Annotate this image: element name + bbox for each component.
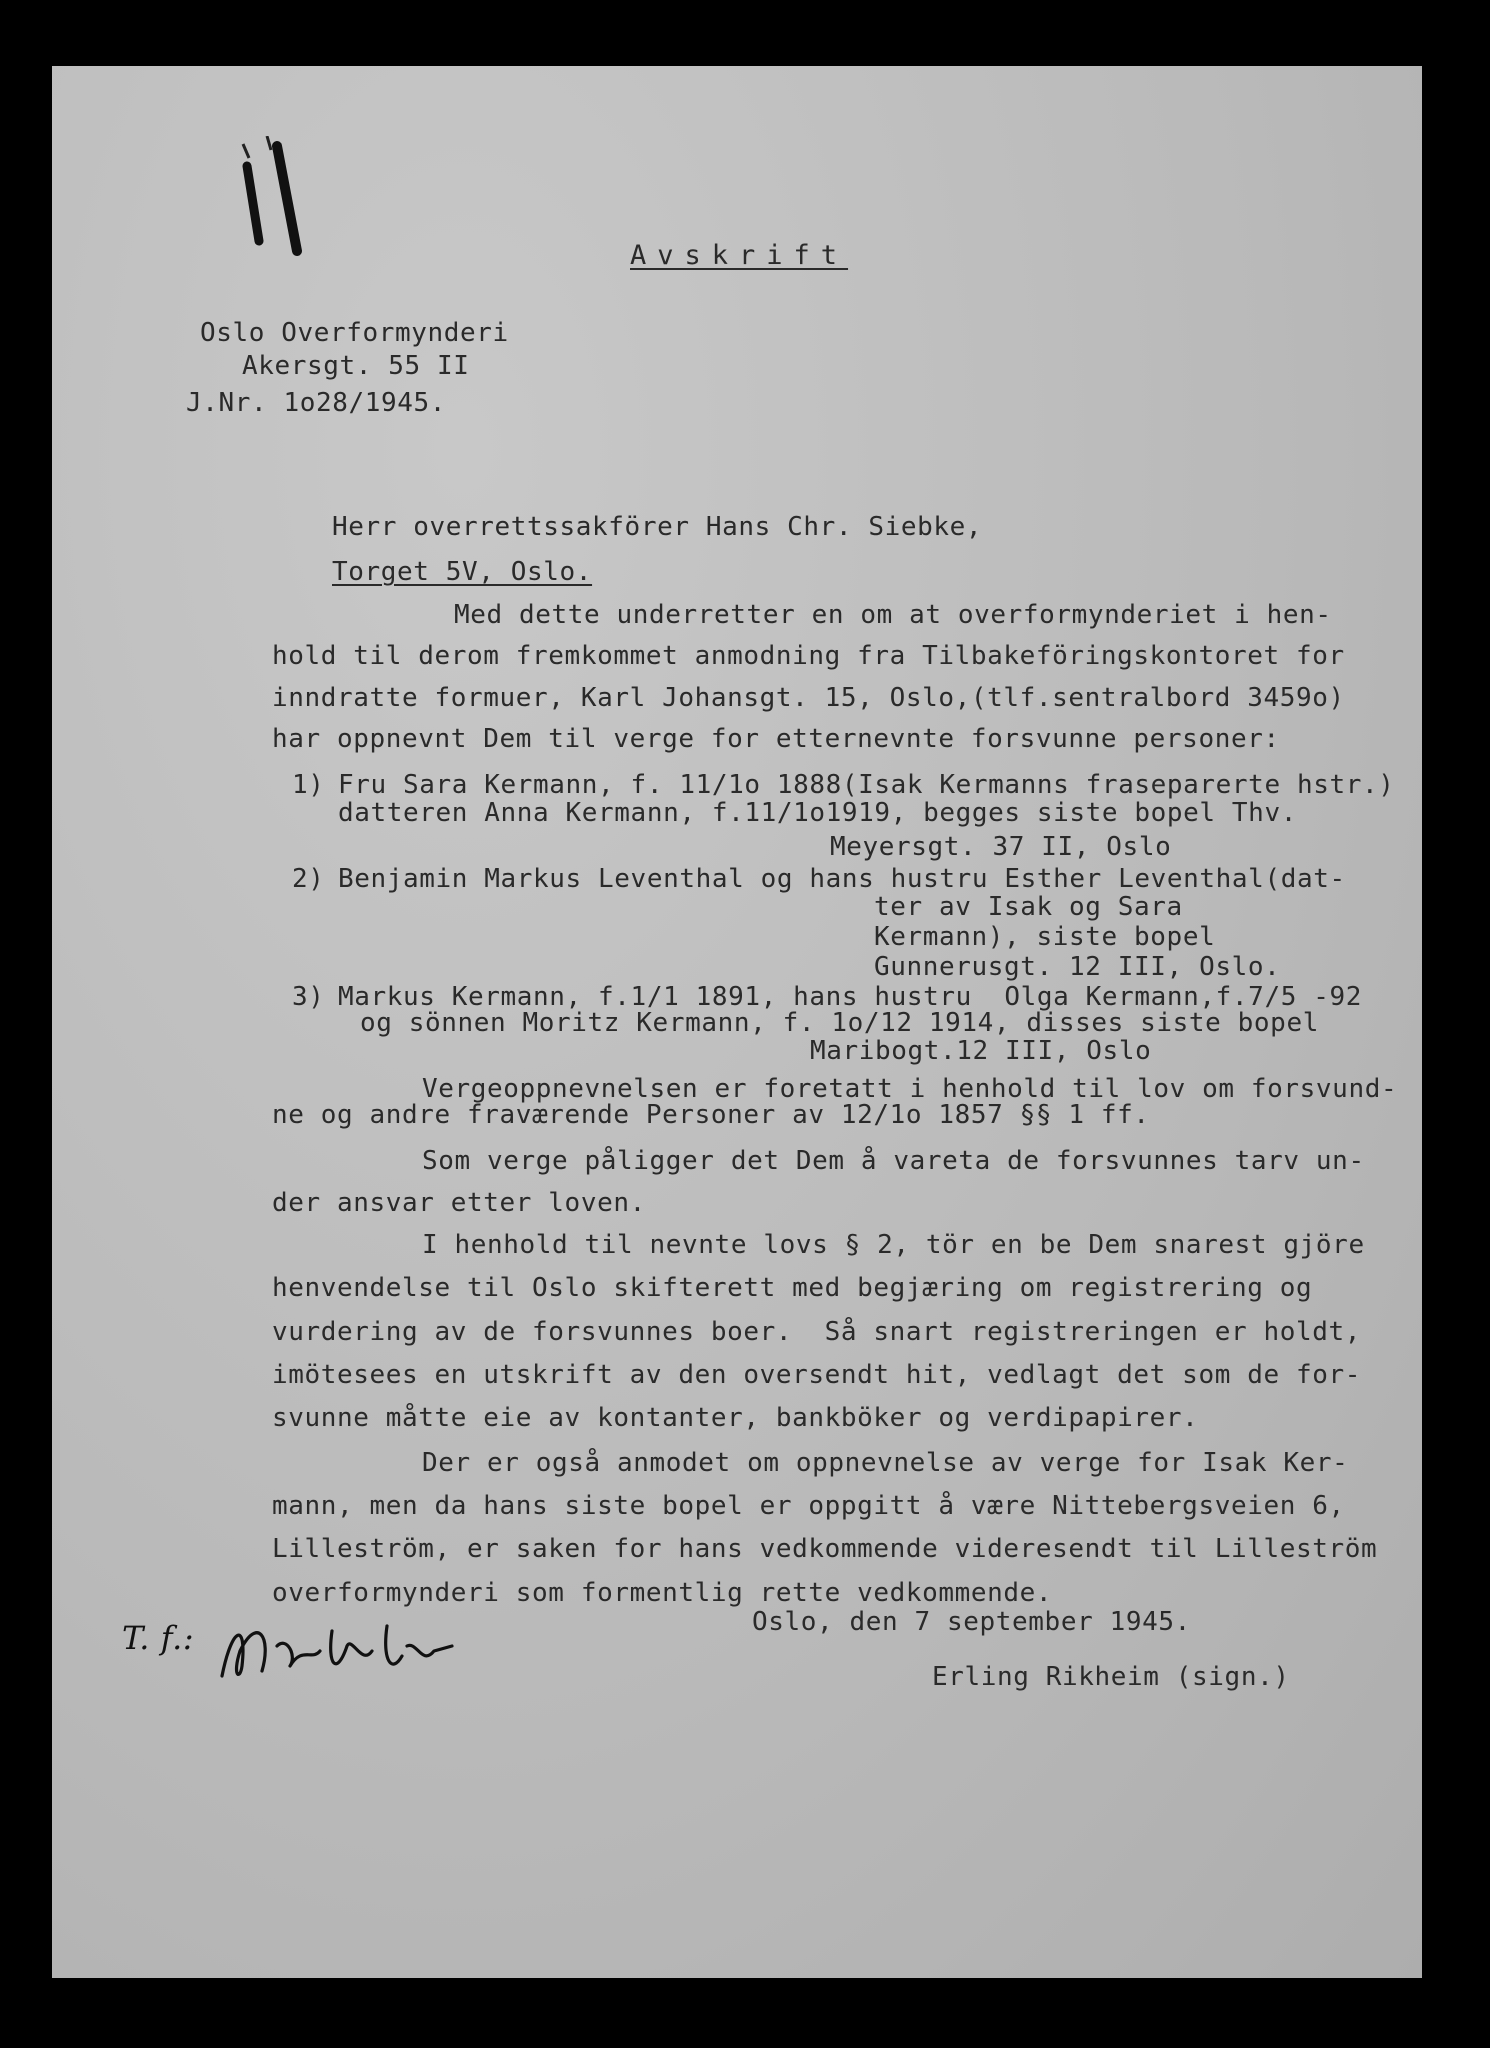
document-title: Avskrift bbox=[630, 240, 849, 271]
list-number: 1) bbox=[292, 770, 325, 800]
body-line: hold til derom fremkommet anmodning fra Tilbakeföringskontoret for bbox=[272, 641, 1345, 671]
person-line: datteren Anna Kermann, f.11/1o1919, begges siste bopel Thv. bbox=[338, 798, 1297, 828]
body-line: inndratte formuer, Karl Johansgt. 15, Oslo,(tlf.sentralbord 3459o) bbox=[272, 683, 1345, 713]
recipient-name: Herr overrettssakförer Hans Chr. Siebke, bbox=[332, 512, 983, 542]
list-number: 2) bbox=[292, 864, 325, 894]
person-line: Maribogt.12 III, Oslo bbox=[810, 1036, 1152, 1066]
body-line: henvendelse til Oslo skifterett med begjæring om registrering og bbox=[272, 1273, 1313, 1303]
recipient-address: Torget 5V, Oslo. bbox=[332, 557, 593, 587]
place-date: Oslo, den 7 september 1945. bbox=[752, 1607, 1191, 1637]
person-line: Markus Kermann, f.1/1 1891, hans hustru Olga Kermann,f.7/5 -92 bbox=[338, 982, 1362, 1012]
body-line: mann, men da hans siste bopel er oppgitt å være Nittebergsveien 6, bbox=[272, 1491, 1345, 1521]
typed-signature: Erling Rikheim (sign.) bbox=[932, 1662, 1290, 1692]
body-line: Der er også anmodet om oppnevnelse av verge for Isak Ker- bbox=[422, 1448, 1349, 1478]
person-line: og sönnen Moritz Kermann, f. 1o/12 1914, disses siste bopel bbox=[360, 1008, 1319, 1038]
body-line: Lilleström, er saken for hans vedkommende videresendt til Lilleström bbox=[272, 1534, 1378, 1564]
list-number: 3) bbox=[292, 982, 325, 1012]
person-line: Kermann), siste bopel bbox=[874, 922, 1216, 952]
body-line: har oppnevnt Dem til verge for etternevnte forsvunne personer: bbox=[272, 724, 1280, 754]
body-line: I henhold til nevnte lovs § 2, tör en be Dem snarest gjöre bbox=[422, 1230, 1365, 1260]
body-line: ne og andre fraværende Personer av 12/1o 1857 §§ 1 ff. bbox=[272, 1100, 1150, 1130]
body-line: Vergeoppnevnelsen er foretatt i henhold til lov om forsvund- bbox=[422, 1074, 1398, 1104]
person-line: Gunnerusgt. 12 III, Oslo. bbox=[874, 952, 1281, 982]
margin-note: T. f.: bbox=[122, 1619, 195, 1657]
body-line: Med dette underretter en om at overformynderiet i hen- bbox=[454, 600, 1332, 630]
sender-address: Akersgt. 55 II bbox=[242, 351, 470, 381]
body-line: Som verge påligger det Dem å vareta de forsvunnes tarv un- bbox=[422, 1146, 1365, 1176]
body-line: vurdering av de forsvunnes boer. Så snart registreringen er holdt, bbox=[272, 1317, 1361, 1347]
body-line: overformynderi som formentlig rette vedkommende. bbox=[272, 1578, 1053, 1608]
body-line: svunne måtte eie av kontanter, bankböker og verdipapirer. bbox=[272, 1403, 1199, 1433]
handwritten-marks bbox=[237, 136, 327, 276]
sender-name: Oslo Overformynderi bbox=[200, 318, 509, 348]
person-line: Meyersgt. 37 II, Oslo bbox=[830, 832, 1172, 862]
handwritten-signature bbox=[202, 1606, 472, 1696]
body-line: der ansvar etter loven. bbox=[272, 1188, 646, 1218]
body-line: imötesees en utskrift av den oversendt hit, vedlagt det som de for- bbox=[272, 1360, 1361, 1390]
person-line: ter av Isak og Sara bbox=[874, 892, 1183, 922]
document-page bbox=[52, 66, 1422, 1978]
person-line: Benjamin Markus Leventhal og hans hustru Esther Leventhal(dat- bbox=[338, 864, 1346, 894]
journal-number: J.Nr. 1o28/1945. bbox=[186, 388, 447, 418]
person-line: Fru Sara Kermann, f. 11/1o 1888(Isak Kermanns fraseparerte hstr.) bbox=[338, 770, 1395, 800]
